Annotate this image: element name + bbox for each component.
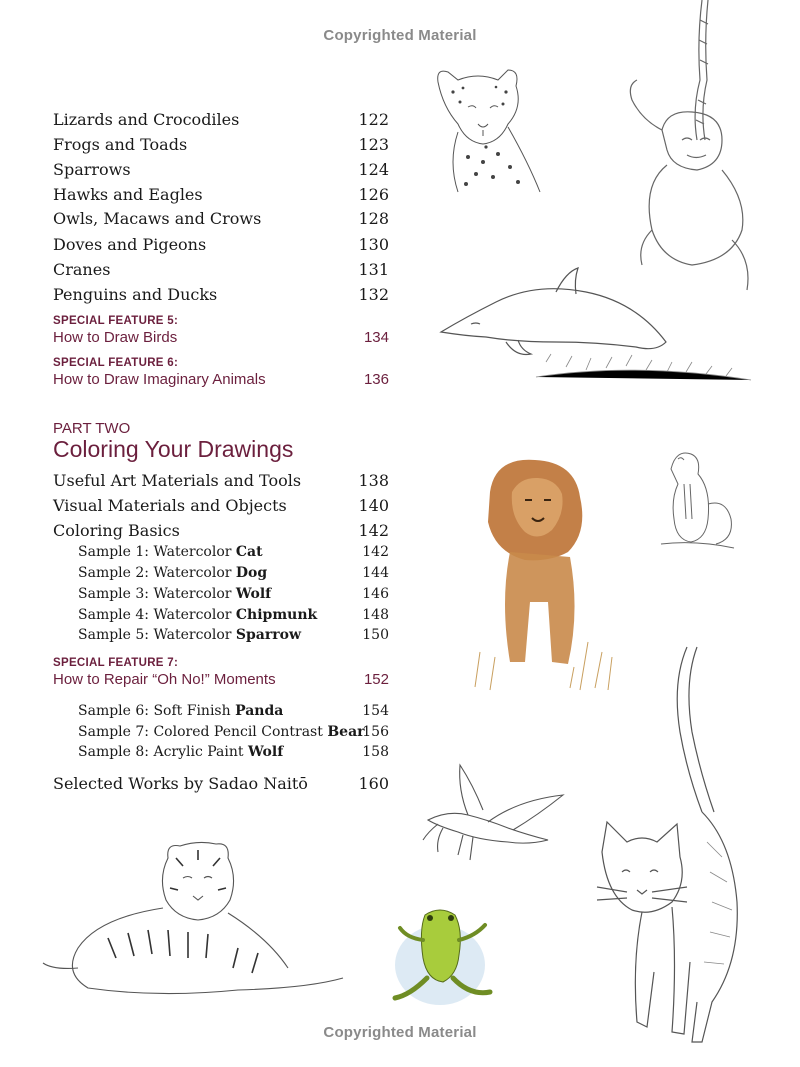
toc-entry-title: Doves and Pigeons: [53, 235, 207, 254]
toc-entry[interactable]: [53, 496, 389, 518]
sample-page: 150: [362, 627, 389, 643]
toc-entry[interactable]: [53, 185, 389, 207]
special-feature-page: 136: [363, 371, 389, 388]
toc-entry[interactable]: [53, 774, 389, 796]
cat-sketch-illustration: [592, 642, 762, 1052]
toc-entry-title: Hawks and Eagles: [53, 185, 203, 204]
toc-entry[interactable]: [53, 285, 389, 307]
sample-title: [78, 703, 283, 719]
sample-entry[interactable]: [78, 627, 389, 645]
sample-entry[interactable]: [78, 724, 389, 742]
toc-entry-page: 132: [358, 285, 389, 304]
sample-entry[interactable]: [78, 565, 389, 583]
chimpanzee-sketch-illustration: [622, 0, 760, 300]
sample-subject: Cat: [235, 544, 263, 560]
sample-page: 146: [362, 586, 389, 602]
toc-entry[interactable]: [53, 260, 389, 282]
sample-prefix: Sample 3: Watercolor: [78, 586, 236, 602]
toc-entry-page: 142: [358, 521, 389, 540]
sample-title: [78, 565, 267, 581]
copyright-watermark-bottom: Copyrighted Material: [323, 1024, 477, 1041]
sample-entry[interactable]: [78, 607, 389, 625]
toc-entry-title: Penguins and Ducks: [53, 285, 218, 304]
toc-entry[interactable]: [53, 209, 389, 231]
sample-title: [78, 724, 365, 740]
sample-page: 158: [362, 744, 389, 760]
special-feature-label: SPECIAL FEATURE 5:: [53, 315, 179, 327]
sample-title: [78, 607, 317, 623]
toc-entry-page: 128: [358, 209, 389, 228]
special-feature-title: How to Draw Imaginary Animals: [53, 371, 266, 388]
sample-prefix: Sample 8: Acrylic Paint: [78, 744, 248, 760]
toc-entry-page: 123: [358, 135, 389, 154]
toc-entry[interactable]: [53, 110, 389, 132]
sample-page: 156: [362, 724, 389, 740]
toc-entry-title: Frogs and Toads: [53, 135, 188, 154]
copyright-watermark-top: Copyrighted Material: [323, 27, 477, 44]
toc-entry-page: 126: [358, 185, 389, 204]
dolphin-sketch-illustration: [436, 262, 756, 392]
special-feature-label: SPECIAL FEATURE 7:: [53, 657, 179, 669]
sample-prefix: Sample 7: Colored Pencil Contrast: [78, 724, 328, 740]
toc-entry[interactable]: [53, 471, 389, 493]
sample-prefix: Sample 1: Watercolor: [78, 544, 236, 560]
toc-entry-page: 130: [358, 235, 389, 254]
sample-prefix: Sample 2: Watercolor: [78, 565, 236, 581]
toc-entry-title: Owls, Macaws and Crows: [53, 209, 262, 228]
sample-prefix: Sample 6: Soft Finish: [78, 703, 236, 719]
special-feature-entry[interactable]: [53, 357, 389, 389]
frog-watercolor-illustration: [385, 900, 500, 1010]
toc-entry-title: Sparrows: [53, 160, 131, 179]
sample-subject: Wolf: [235, 586, 272, 602]
sample-page: 142: [362, 544, 389, 560]
tiger-sketch-illustration: [38, 838, 348, 1008]
sample-title: [78, 744, 283, 760]
sample-subject: Dog: [235, 565, 268, 581]
part-label: PART TWO: [53, 420, 131, 437]
toc-entry-title: Visual Materials and Objects: [53, 496, 287, 515]
chipmunk-sketch-illustration: [656, 444, 736, 554]
sample-title: [78, 627, 301, 643]
toc-entry[interactable]: [53, 160, 389, 182]
special-feature-title: How to Draw Birds: [53, 329, 178, 346]
special-feature-page: 152: [363, 671, 389, 688]
toc-entry[interactable]: [53, 235, 389, 257]
leopard-sketch-illustration: [428, 62, 543, 197]
sample-subject: Sparrow: [235, 627, 302, 643]
sample-subject: Panda: [235, 703, 284, 719]
toc-entry-page: 131: [358, 260, 389, 279]
sample-prefix: Sample 4: Watercolor: [78, 607, 236, 623]
part-title: Coloring Your Drawings: [53, 436, 294, 462]
sample-entry[interactable]: [78, 744, 389, 762]
sample-entry[interactable]: [78, 544, 389, 562]
sample-entry[interactable]: [78, 586, 389, 604]
sample-entry[interactable]: [78, 703, 389, 721]
special-feature-entry[interactable]: [53, 315, 389, 347]
special-feature-entry[interactable]: [53, 657, 389, 689]
toc-entry[interactable]: [53, 135, 389, 157]
special-feature-label: SPECIAL FEATURE 6:: [53, 357, 179, 369]
toc-entry-page: 124: [358, 160, 389, 179]
sample-subject: Wolf: [247, 744, 284, 760]
toc-entry-title: Coloring Basics: [53, 521, 180, 540]
sample-prefix: Sample 5: Watercolor: [78, 627, 236, 643]
sample-page: 144: [362, 565, 389, 581]
sample-page: 148: [362, 607, 389, 623]
sample-page: 154: [362, 703, 389, 719]
toc-entry[interactable]: [53, 521, 389, 543]
sample-subject: Bear: [327, 724, 365, 740]
special-feature-title: How to Repair “Oh No!” Moments: [53, 671, 276, 688]
special-feature-page: 134: [363, 329, 389, 346]
toc-entry-title: Lizards and Crocodiles: [53, 110, 240, 129]
toc-entry-title: Selected Works by Sadao Naitō: [53, 774, 308, 793]
sample-title: [78, 586, 271, 602]
eagle-sketch-illustration: [418, 760, 568, 870]
toc-entry-page: 122: [358, 110, 389, 129]
sample-title: [78, 544, 263, 560]
toc-entry-title: Cranes: [53, 260, 111, 279]
sample-subject: Chipmunk: [235, 607, 318, 623]
toc-entry-title: Useful Art Materials and Tools: [53, 471, 302, 490]
toc-entry-page: 160: [358, 774, 389, 793]
toc-entry-page: 140: [358, 496, 389, 515]
toc-entry-page: 138: [358, 471, 389, 490]
